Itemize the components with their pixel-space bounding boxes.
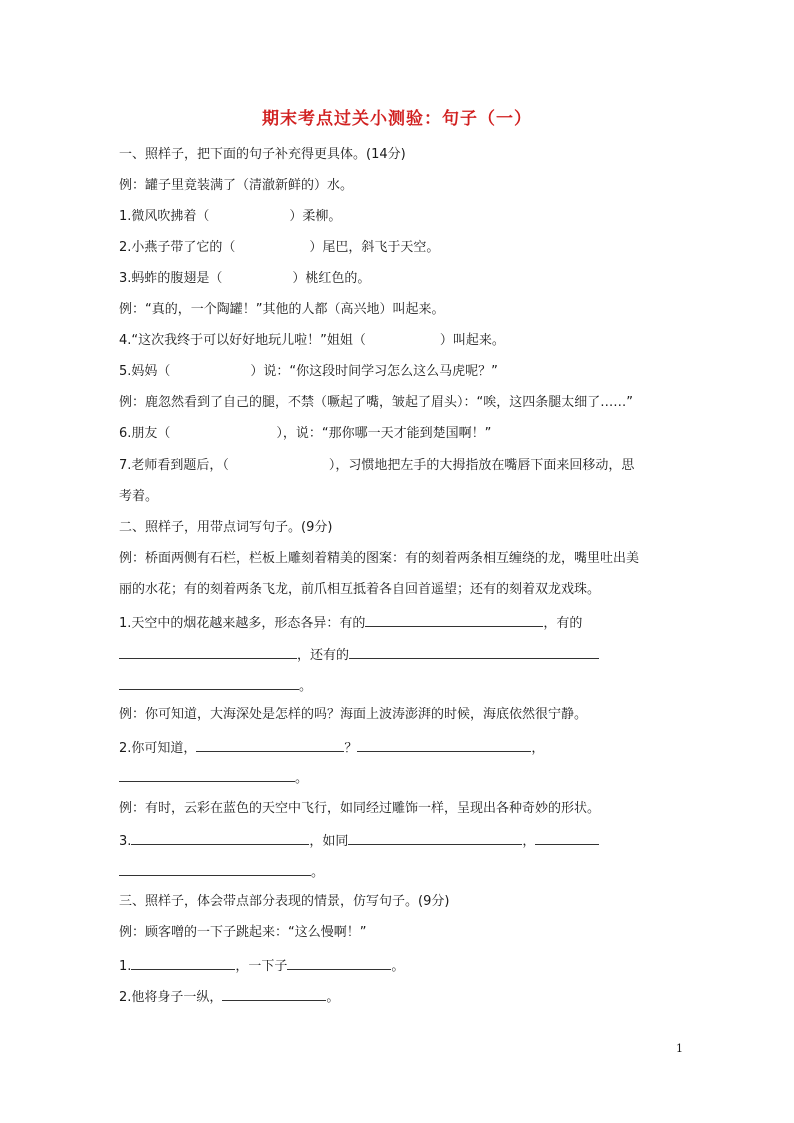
q-text: ， bbox=[531, 741, 545, 756]
question-1-3 bbox=[119, 270, 370, 288]
q-text: 。 bbox=[326, 990, 340, 1005]
q-text: 。 bbox=[299, 679, 313, 694]
q-text: ）说：“你这段时间学习怎么这么马虎呢？” bbox=[250, 364, 498, 379]
q-text: 。 bbox=[391, 959, 405, 974]
q-text: 2.他将身子一纵， bbox=[119, 990, 223, 1005]
section2-heading: 二、照样子，用带点词写句子。(9分) bbox=[119, 520, 333, 535]
answer-line[interactable] bbox=[535, 831, 599, 845]
question-2-1 bbox=[119, 613, 582, 633]
q-text: ，如同 bbox=[309, 834, 349, 849]
q-text: ，有的 bbox=[543, 616, 583, 631]
question-1-2 bbox=[119, 239, 439, 257]
q-text: ，一下子 bbox=[235, 959, 288, 974]
q-text: ， bbox=[522, 834, 536, 849]
q-text: 1.微风吹拂着（ bbox=[119, 209, 210, 224]
question-1-7 bbox=[119, 457, 634, 475]
q-text: 4.“这次我终于可以好好地玩儿啦！”姐姐（ bbox=[119, 333, 366, 348]
answer-line[interactable] bbox=[287, 956, 391, 970]
q-text: 2.你可知道， bbox=[119, 741, 197, 756]
question-2-2-line2 bbox=[119, 768, 308, 788]
answer-line[interactable] bbox=[119, 676, 299, 690]
answer-line[interactable] bbox=[365, 613, 543, 627]
question-2-3-line2 bbox=[119, 862, 324, 882]
section1-heading: 一、照样子，把下面的句子补充得更具体。(14分) bbox=[119, 147, 406, 162]
answer-line[interactable] bbox=[119, 645, 297, 659]
answer-line[interactable] bbox=[222, 987, 326, 1001]
question-2-3 bbox=[119, 831, 599, 851]
question-1-7-cont: 考着。 bbox=[119, 489, 159, 504]
question-3-1 bbox=[119, 956, 404, 976]
page-title: 期末考点过关小测验：句子（一） bbox=[262, 109, 532, 129]
q-text: 6.朋友（ bbox=[119, 426, 171, 441]
answer-line[interactable] bbox=[119, 862, 311, 876]
question-2-2 bbox=[119, 738, 544, 758]
section1-example-1: 例：罐子里竟装满了（清澈新鲜的）水。 bbox=[119, 178, 354, 193]
q-text: ）柔柳。 bbox=[289, 209, 342, 224]
question-1-6 bbox=[119, 425, 491, 443]
q-text: 1.天空中的烟花越来越多，形态各异：有的 bbox=[119, 616, 366, 631]
page-number: 1 bbox=[676, 1042, 683, 1055]
q-text: 2.小燕子带了它的（ bbox=[119, 240, 236, 255]
q-text: ）尾巴，斜飞于天空。 bbox=[309, 240, 440, 255]
q-text: ）叫起来。 bbox=[439, 333, 505, 348]
q-text: 。 bbox=[311, 865, 325, 880]
section2-example-1a: 例：桥面两侧有石栏，栏板上雕刻着精美的图案：有的刻着两条相互缠绕的龙，嘴里吐出美 bbox=[119, 551, 640, 566]
q-text: 3. bbox=[119, 834, 132, 849]
section1-example-3: 例：鹿忽然看到了自己的腿，不禁（噘起了嘴，皱起了眉头）：“唉，这四条腿太细了……” bbox=[119, 395, 633, 410]
answer-line[interactable] bbox=[131, 831, 309, 845]
question-2-1-line2 bbox=[119, 645, 599, 665]
q-text: ），说：“那你哪一天才能到楚国啊！” bbox=[276, 426, 492, 441]
question-2-1-line3 bbox=[119, 676, 312, 696]
section2-example-2: 例：你可知道，大海深处是怎样的吗？海面上波涛澎湃的时候，海底依然很宁静。 bbox=[119, 707, 588, 722]
q-text: 5.妈妈（ bbox=[119, 364, 171, 379]
section2-example-3: 例：有时，云彩在蓝色的天空中飞行，如同经过雕饰一样，呈现出各种奇妙的形状。 bbox=[119, 801, 601, 816]
q-text: 1. bbox=[119, 959, 132, 974]
question-1-5 bbox=[119, 363, 498, 381]
answer-line[interactable] bbox=[349, 645, 599, 659]
question-3-2 bbox=[119, 987, 339, 1007]
question-1-1 bbox=[119, 208, 341, 226]
answer-line[interactable] bbox=[357, 738, 531, 752]
section2-example-1b: 丽的水花；有的刻着两条飞龙，前爪相互抵着各自回首遥望；还有的刻着双龙戏珠。 bbox=[119, 582, 601, 597]
q-text: 3.蚂蚱的腹翅是（ bbox=[119, 271, 223, 286]
answer-line[interactable] bbox=[119, 768, 295, 782]
q-text: ？ bbox=[344, 741, 358, 756]
question-1-4 bbox=[119, 332, 505, 350]
q-text: ），习惯地把左手的大拇指放在嘴唇下面来回移动，思 bbox=[328, 458, 635, 473]
section3-example-1: 例：顾客噌的一下子跳起来：“这么慢啊！” bbox=[119, 925, 367, 940]
section3-heading: 三、照样子，体会带点部分表现的情景，仿写句子。(9分) bbox=[119, 894, 450, 909]
answer-line[interactable] bbox=[196, 738, 344, 752]
section1-example-2: 例：“真的，一个陶罐！”其他的人都（高兴地）叫起来。 bbox=[119, 302, 445, 317]
q-text: ，还有的 bbox=[297, 648, 350, 663]
q-text: ）桃红色的。 bbox=[292, 271, 371, 286]
q-text: 7.老师看到题后，（ bbox=[119, 458, 229, 473]
answer-line[interactable] bbox=[348, 831, 522, 845]
answer-line[interactable] bbox=[131, 956, 235, 970]
q-text: 。 bbox=[295, 771, 309, 786]
